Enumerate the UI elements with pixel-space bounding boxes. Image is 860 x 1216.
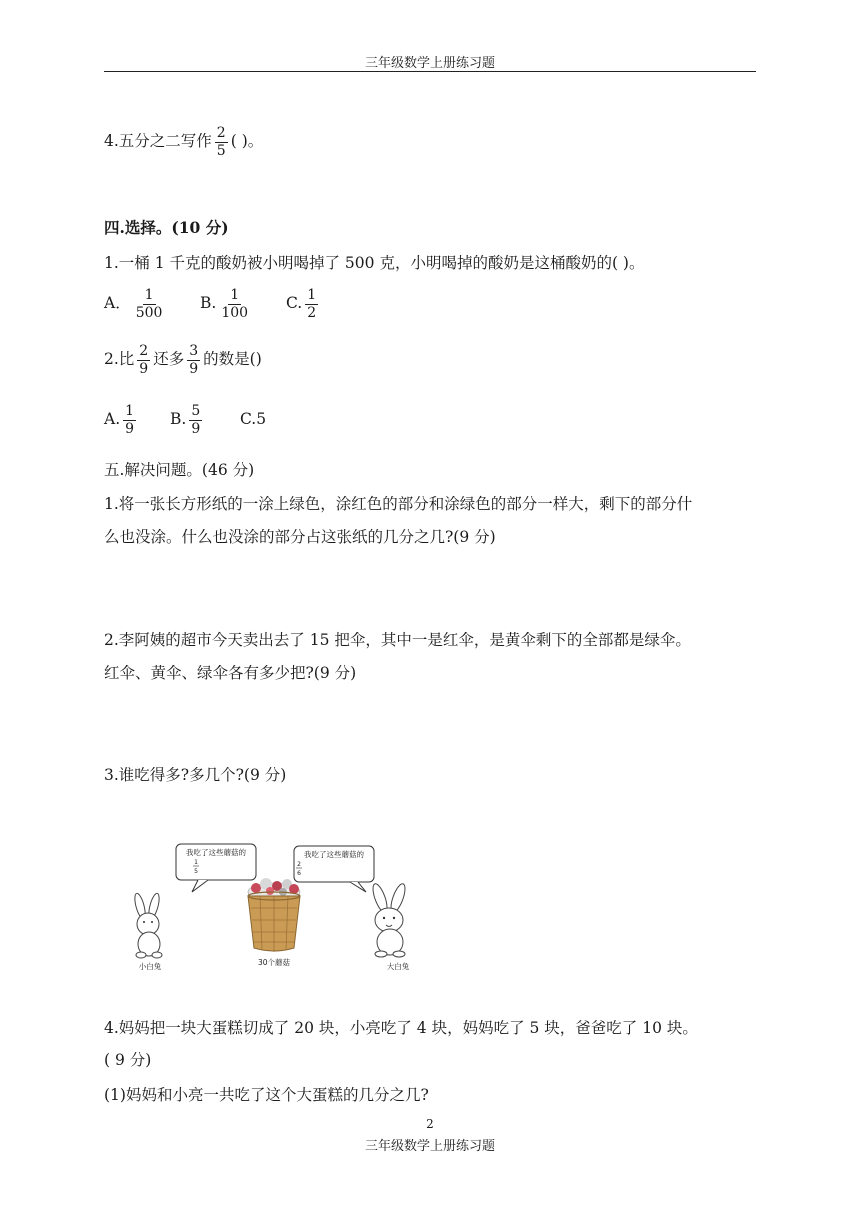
option-c: C. $\frac{1}{2}$ [286, 287, 317, 321]
problem-4-line-1: 4.妈妈把一块大蛋糕切成了 20 块，小亮吃了 4 块，妈妈吃了 5 块，爸爸吃了 10 块。 [104, 1019, 698, 1037]
fraction-three-ninths: $\frac{3}{9}$ [189, 343, 199, 377]
mushroom-basket-icon [248, 878, 300, 952]
fraction-option-b: $\frac{5}{9}$ [191, 403, 201, 437]
page-header: 三年级数学上册练习题 [364, 56, 495, 71]
fraction-two-fifths: $\frac{2}{5}$ [216, 125, 226, 159]
fill-question-4 [104, 126, 263, 158]
page-number: 2 [426, 1117, 434, 1131]
problem-3: 3.谁吃得多?多几个?(9 分) [104, 766, 287, 784]
problem-2-line-2: 红伞、黄伞、绿伞各有多少把?(9 分) [104, 664, 357, 682]
problem-4-sub-1: (1)妈妈和小亮一共吃了这个大蛋糕的几分之几? [104, 1086, 429, 1104]
fraction-option-a: $\frac{1}{9}$ [125, 403, 135, 437]
fill-question-4-prefix: 4.五分之二写作 [104, 132, 212, 151]
option-c: C.5 [240, 410, 267, 429]
fraction-option-a: $\frac{1}{500}$ [135, 287, 163, 321]
svg-text:小白兔: 小白兔 [138, 962, 162, 971]
option-b: B. $\frac{1}{100}$ [200, 287, 249, 321]
problem-1-line-2: 么也没涂。什么也没涂的部分占这张纸的几分之几?(9 分) [104, 528, 496, 546]
fraction-option-b: $\frac{1}{100}$ [221, 287, 249, 321]
small-white-rabbit-icon [133, 892, 162, 958]
svg-text:我吃了这些蘑菇的: 我吃了这些蘑菇的 [186, 848, 246, 857]
section-5-title: 五.解决问题。(46 分) [104, 461, 255, 479]
choice-question-2: 2.比 $\frac{2}{9}$ 还多 $\frac{3}{9}$ 的数是() [104, 343, 262, 377]
section-4-title: 四.选择。(10 分) [104, 218, 229, 237]
svg-text:2: 2 [297, 861, 301, 868]
svg-text:6: 6 [297, 870, 301, 877]
problem-4-line-2: ( 9 分) [104, 1051, 152, 1069]
rabbits-mushroom-illustration [128, 836, 438, 976]
fill-question-4-suffix: ( )。 [230, 132, 264, 151]
svg-text:30个蘑菇: 30个蘑菇 [257, 958, 291, 967]
option-a: A. $\frac{1}{9}$ [104, 403, 135, 437]
svg-text:5: 5 [194, 868, 198, 875]
option-a: A． $\frac{1}{500}$ [104, 287, 163, 321]
choice-question-1-options [104, 288, 321, 320]
svg-text:1: 1 [194, 859, 198, 866]
fraction-option-c: $\frac{1}{2}$ [307, 287, 317, 321]
choice-question-1: 1.一桶 1 千克的酸奶被小明喝掉了 500 克，小明喝掉的酸奶是这桶酸奶的( )。 [104, 254, 645, 272]
header-divider [104, 71, 756, 72]
fraction-two-ninths: $\frac{2}{9}$ [139, 343, 149, 377]
svg-text:我吃了这些蘑菇的: 我吃了这些蘑菇的 [304, 850, 364, 859]
page-footer: 三年级数学上册练习题 [364, 1139, 495, 1154]
option-b: B. $\frac{5}{9}$ [170, 403, 201, 437]
problem-1-line-1: 1.将一张长方形纸的一涂上绿色，涂红色的部分和涂绿色的部分一样大，剩下的部分什 [104, 495, 693, 513]
speech-bubble-left [176, 844, 256, 892]
choice-question-2-options [104, 404, 266, 436]
big-white-rabbit-icon [370, 882, 408, 957]
svg-text:大白兔: 大白兔 [386, 962, 410, 971]
speech-bubble-right [294, 846, 374, 892]
problem-2-line-1: 2.李阿姨的超市今天卖出去了 15 把伞，其中一是红伞，是黄伞剩下的全部都是绿伞。 [104, 631, 691, 649]
